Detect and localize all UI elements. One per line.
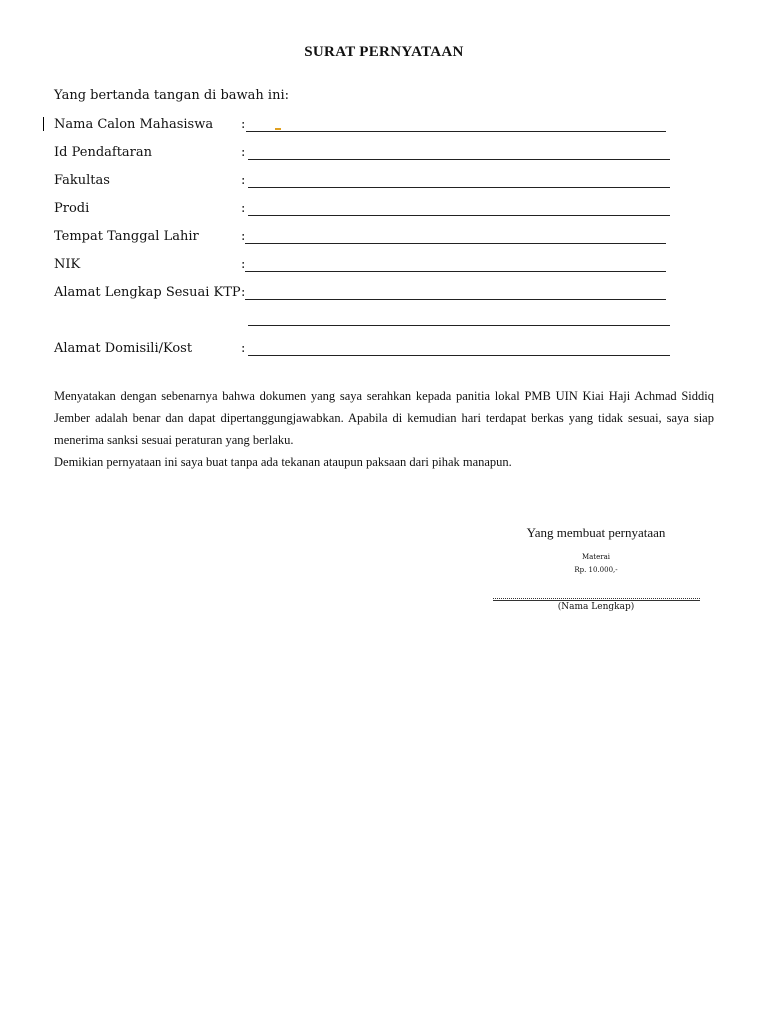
field-label: Nama Calon Mahasiswa — [54, 117, 214, 132]
intro-text: Yang bertanda tangan di bawah ini: — [54, 88, 289, 103]
field-colon: : — [241, 173, 246, 188]
signature-dotted-line[interactable] — [493, 590, 700, 599]
field-row-prodi — [54, 201, 674, 221]
fill-line[interactable] — [248, 187, 670, 188]
field-colon: : — [241, 285, 246, 300]
closing-paragraph: Demikian pernyataan ini saya buat tanpa ada tekanan ataupun paksaan dari pihak manapun. — [54, 455, 512, 469]
fill-line[interactable] — [245, 299, 666, 300]
fill-line[interactable] — [248, 355, 670, 356]
field-row-ttl — [54, 229, 674, 249]
signature-line — [493, 600, 700, 601]
document-title: SURAT PERNYATAAN — [304, 44, 464, 60]
field-row-fakultas — [54, 173, 674, 193]
fill-line[interactable] — [245, 243, 666, 244]
materai-amount: Rp. 10.000,- — [574, 566, 618, 574]
statement-paragraph: Menyatakan dengan sebenarnya bahwa dokumen yang saya serahkan kepada panitia lokal PMB UIN Kiai Haji Achmad Siddiq Jember adalah benar dan dapat dipertanggungjawabkan. Apabila di kemudian hari terdapat berkas yang tidak sesuai, saya siap menerima sanksi sesuai peraturan yang berlaku. — [54, 389, 714, 447]
materai-label: Materai — [581, 553, 611, 561]
signature-title: Yang membuat pernyataan — [526, 525, 666, 540]
name-label: (Nama Lengkap) — [557, 602, 635, 612]
field-row-nama — [54, 117, 674, 137]
fill-line[interactable] — [245, 271, 666, 272]
field-row-nik — [54, 257, 674, 277]
field-colon: : — [241, 117, 246, 132]
field-row-alamat-ktp — [54, 285, 674, 305]
field-label: Tempat Tanggal Lahir — [54, 229, 199, 244]
field-label: Prodi — [54, 201, 90, 216]
field-label: Id Pendaftaran — [54, 145, 153, 160]
fill-line[interactable] — [248, 215, 670, 216]
field-row-domisili — [54, 341, 674, 361]
text-cursor — [43, 117, 44, 131]
field-label: Alamat Lengkap Sesuai KTP — [54, 285, 241, 300]
field-label: Fakultas — [54, 173, 110, 188]
field-label: Alamat Domisili/Kost — [54, 341, 193, 356]
field-colon: : — [241, 257, 246, 272]
field-row-id — [54, 145, 674, 165]
field-colon: : — [241, 201, 246, 216]
fill-line-continuation[interactable] — [248, 325, 670, 326]
input-marker — [275, 118, 281, 130]
field-colon: : — [241, 145, 246, 160]
field-colon: : — [241, 341, 246, 356]
field-colon: : — [241, 229, 246, 244]
field-label: NIK — [54, 257, 81, 272]
fill-line[interactable] — [246, 131, 666, 132]
fill-line[interactable] — [248, 159, 670, 160]
